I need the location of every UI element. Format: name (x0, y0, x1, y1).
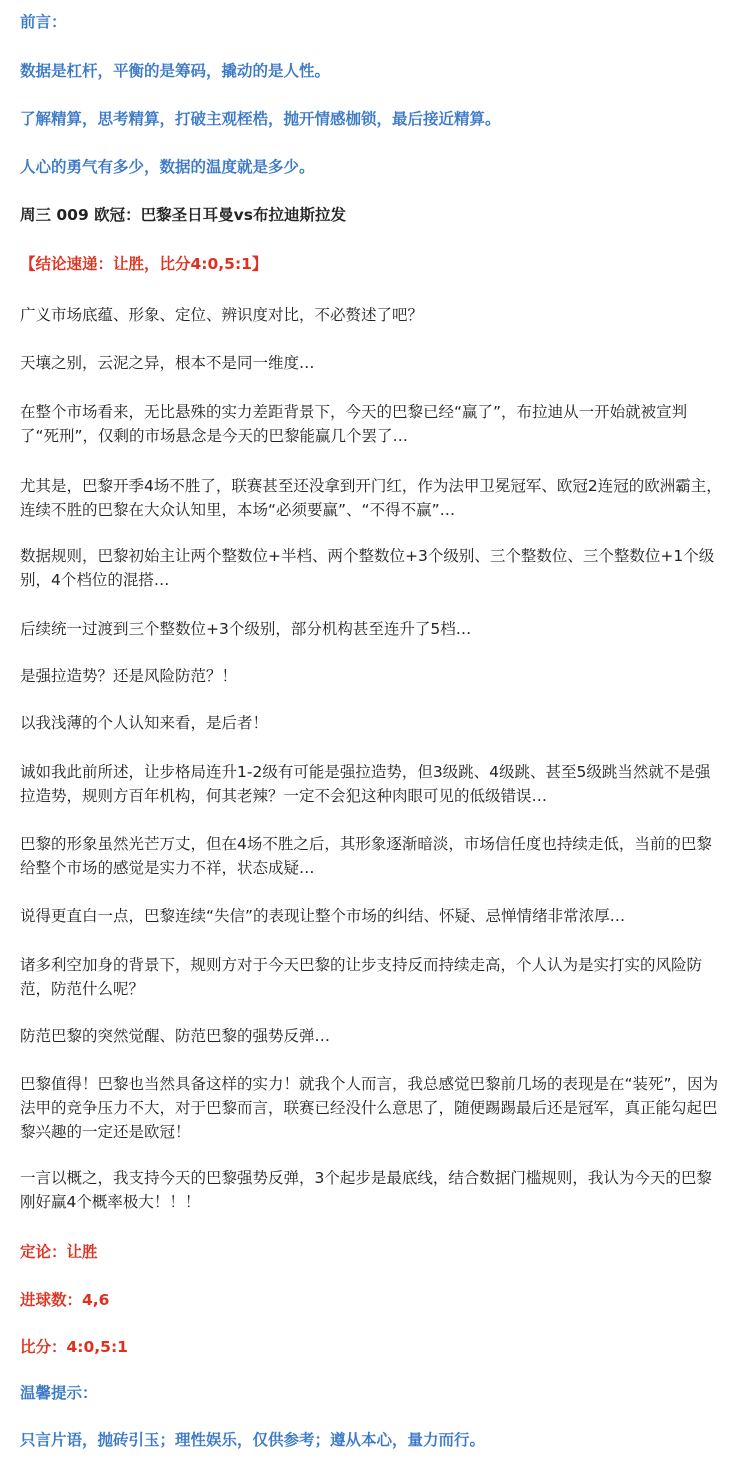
match-title: 周三 009 欧冠：巴黎圣日耳曼vs布拉迪斯拉发 (20, 206, 346, 224)
body-paragraph: 诚如我此前所述，让步格局连升1-2级有可能是强拉造势，但3级跳、4级跳、甚至5级跳当然就不是强拉造势，规则方百年机构，何其老辣？一定不会犯这种肉眼可见的低级错误… (20, 763, 711, 805)
preface-heading: 前言： (20, 13, 67, 31)
body-paragraph: 说得更直白一点，巴黎连续“失信”的表现让整个市场的纠结、怀疑、忌惮情绪非常浓厚… (20, 907, 626, 925)
verdict-goals: 进球数：4,6 (20, 1291, 110, 1309)
body-paragraph: 防范巴黎的突然觉醒、防范巴黎的强势反弹… (20, 1027, 331, 1045)
preface-line-1: 数据是杠杆，平衡的是筹码，撬动的是人性。 (20, 62, 331, 80)
body-paragraph: 广义市场底蕴、形象、定位、辨识度对比，不必赘述了吧？ (20, 306, 424, 324)
conclusion-summary: 【结论速递：让胜，比分4:0,5:1】 (20, 255, 268, 273)
body-paragraph: 诸多利空加身的背景下，规则方对于今天巴黎的让步支持反而持续走高，个人认为是实打实的风险防范，防范什么呢？ (20, 956, 703, 998)
body-paragraph: 以我浅薄的个人认知来看，是后者！ (20, 714, 269, 732)
body-paragraph: 是强拉造势？还是风险防范？！ (20, 667, 238, 685)
preface-line-2: 了解精算，思考精算，打破主观桎梏，抛开情感枷锁，最后接近精算。 (20, 110, 501, 128)
body-paragraph: 天壤之别，云泥之异，根本不是同一维度… (20, 354, 315, 372)
preface-line-3: 人心的勇气有多少，数据的温度就是多少。 (20, 158, 315, 176)
body-paragraph: 尤其是，巴黎开季4场不胜了，联赛甚至还没拿到开门红，作为法甲卫冕冠军、欧冠2连冠的欧洲霸主，连续不胜的巴黎在大众认知里，本场“必须要赢”、“不得不赢”… (20, 477, 722, 519)
verdict-score: 比分：4:0,5:1 (20, 1338, 128, 1356)
body-paragraph: 一言以概之，我支持今天的巴黎强势反弹，3个起步是最底线，结合数据门槛规则，我认为今天的巴黎刚好赢4个概率极大！！！ (20, 1169, 712, 1211)
tips-heading: 温馨提示： (20, 1384, 98, 1402)
body-paragraph: 巴黎的形象虽然光芒万丈，但在4场不胜之后，其形象逐渐暗淡，市场信任度也持续走低，当前的巴黎给整个市场的感觉是实力不祥，状态成疑… (20, 835, 712, 877)
body-paragraph: 数据规则，巴黎初始主让两个整数位+半档、两个整数位+3个级别、三个整数位、三个整数位+1个级别，4个档位的混搭… (20, 547, 715, 589)
body-paragraph: 在整个市场看来，无比悬殊的实力差距背景下，今天的巴黎已经“赢了”，布拉迪从一开始就被宣判了“死刑”，仅剩的市场悬念是今天的巴黎能赢几个罢了… (20, 403, 688, 445)
body-paragraph: 巴黎值得！巴黎也当然具备这样的实力！就我个人而言，我总感觉巴黎前几场的表现是在“装死”，因为法甲的竞争压力不大，对于巴黎而言，联赛已经没什么意思了，随便踢踢最后还是冠军，真正能勾起巴黎兴趣的一定还是欧冠！ (20, 1075, 719, 1141)
body-paragraph: 后续统一过渡到三个整数位+3个级别，部分机构甚至连升了5档… (20, 620, 472, 638)
tips-text: 只言片语，抛砖引玉；理性娱乐，仅供参考；遵从本心，量力而行。 (20, 1431, 486, 1449)
verdict-result: 定论：让胜 (20, 1243, 98, 1261)
